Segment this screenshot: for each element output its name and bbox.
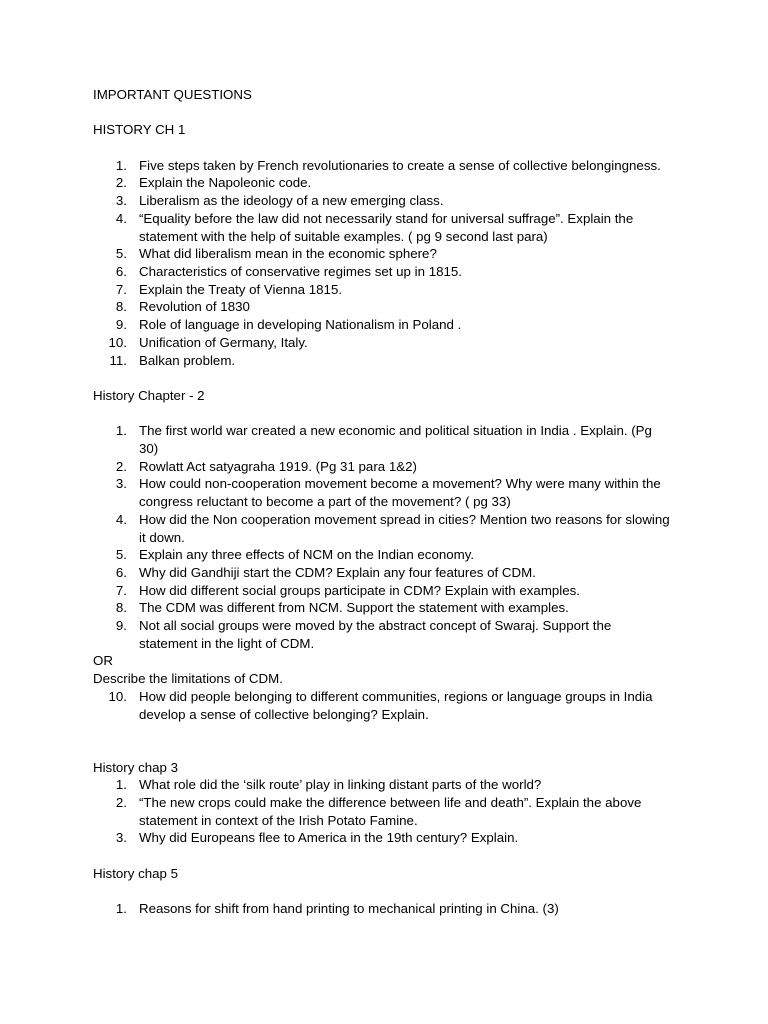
question-list-history-ch3: [93, 776, 673, 847]
question-text: The CDM was different from NCM. Support the statement with examples.: [139, 600, 569, 616]
question-item: [93, 564, 673, 582]
question-item: [93, 829, 673, 847]
section-title-history-ch2: History Chapter - 2: [93, 387, 205, 403]
question-number: 3.: [115, 193, 127, 209]
question-text: Role of language in developing Nationalism in Poland .: [139, 317, 462, 333]
spacer: [93, 369, 768, 387]
question-number: 5.: [115, 246, 127, 262]
question-item: [93, 546, 673, 564]
section-title-history-ch1: HISTORY CH 1: [93, 122, 186, 138]
question-number: 1.: [115, 901, 127, 917]
document-heading: IMPORTANT QUESTIONS: [93, 87, 252, 102]
question-number: 8.: [115, 299, 127, 315]
question-number: 6.: [115, 264, 127, 279]
question-number: 2.: [115, 795, 127, 811]
question-item: [93, 298, 673, 316]
question-item: [93, 263, 673, 281]
question-number: 1.: [115, 423, 127, 439]
question-item: [93, 511, 673, 546]
question-text: How did people belonging to different communities, regions or language groups in India develop a sense of collective belonging? Explain.: [139, 688, 653, 722]
question-number: 4.: [115, 210, 127, 226]
question-item: [93, 458, 673, 476]
question-list-history-ch1: [93, 157, 673, 369]
spacer: [93, 405, 768, 423]
spacer: [93, 104, 768, 122]
section-title-history-ch3: History chap 3: [93, 759, 178, 775]
question-text: Revolution of 1830: [139, 299, 250, 315]
question-text: Explain any three effects of NCM on the Indian economy.: [139, 547, 475, 563]
spacer: [93, 139, 768, 157]
spacer: [93, 723, 768, 758]
question-text: Not all social groups were moved by the abstract concept of Swaraj. Support the statement in the light of CDM.: [139, 618, 612, 651]
question-number: 1.: [115, 157, 127, 173]
question-item: [93, 210, 673, 245]
question-text: How could non-cooperation movement become a movement? Why were many within the congress reluctant to become a part of the movement? ( pg 33): [139, 476, 661, 510]
question-number: 10.: [108, 334, 127, 350]
question-number: 7.: [115, 582, 127, 598]
spacer: [93, 883, 768, 901]
question-item: [93, 599, 673, 617]
question-text: Five steps taken by French revolutionaries to create a sense of collective belongingness.: [139, 157, 661, 173]
question-number: 2.: [115, 175, 127, 191]
question-item: [93, 794, 673, 829]
question-number: 11.: [109, 352, 127, 368]
question-item: [93, 582, 673, 600]
question-item: [93, 174, 673, 192]
question-number: 9.: [115, 317, 127, 333]
question-item: [93, 688, 673, 723]
question-item: [93, 281, 673, 299]
question-text: The first world war created a new economic and political situation in India . Explain. (Pg 30): [139, 423, 652, 456]
question-number: 7.: [115, 281, 127, 297]
question-text: Explain the Treaty of Vienna 1815.: [139, 281, 343, 297]
question-item: [93, 245, 673, 263]
question-item: [93, 422, 673, 457]
question-item: [93, 352, 673, 370]
question-text: Explain the Napoleonic code.: [139, 175, 312, 191]
question-text: How did the Non cooperation movement spread in cities? Mention two reasons for slowing it down.: [139, 511, 670, 545]
question-item: [93, 475, 673, 510]
question-text: What did liberalism mean in the economic sphere?: [139, 246, 437, 262]
question-text: Balkan problem.: [139, 352, 236, 368]
question-number: 2.: [115, 458, 127, 474]
question-text: Why did Gandhiji start the CDM? Explain any four features of CDM.: [139, 564, 536, 580]
question-number: 10.: [108, 688, 127, 704]
or-label: OR: [93, 653, 113, 669]
question-number: 6.: [115, 564, 127, 580]
question-text: Why did Europeans flee to America in the 19th century? Explain.: [139, 830, 519, 846]
question-number: 9.: [115, 618, 127, 634]
question-number: 4.: [115, 511, 127, 527]
question-item: [93, 776, 673, 794]
question-number: 3.: [115, 476, 127, 492]
question-list-history-ch2: [93, 422, 673, 652]
question-text: Reasons for shift from hand printing to mechanical printing in China. (3): [139, 901, 559, 917]
question-text: How did different social groups participate in CDM? Explain with examples.: [139, 582, 580, 598]
question-item: [93, 192, 673, 210]
or-alternative-question: Describe the limitations of CDM.: [93, 671, 283, 687]
question-number: 8.: [115, 600, 127, 616]
question-number: 3.: [115, 830, 127, 846]
question-item: [93, 157, 673, 175]
question-item: [93, 617, 673, 652]
question-text: Unification of Germany, Italy.: [139, 334, 308, 350]
question-item: [93, 900, 673, 918]
question-text: Rowlatt Act satyagraha 1919. (Pg 31 para 1&2): [139, 458, 417, 474]
question-text: Liberalism as the ideology of a new emerging class.: [139, 193, 444, 209]
question-item: [93, 316, 673, 334]
question-number: 1.: [115, 777, 127, 793]
question-number: 5.: [115, 547, 127, 563]
question-text: “The new crops could make the difference between life and death”. Explain the above statement in context of the Irish Potato Famine.: [139, 795, 642, 828]
question-list-history-ch2-continued: [93, 688, 673, 723]
question-text: Characteristics of conservative regimes set up in 1815.: [139, 264, 462, 279]
question-item: [93, 334, 673, 352]
spacer: [93, 847, 768, 865]
section-title-history-ch5: History chap 5: [93, 865, 178, 881]
question-list-history-ch5: [93, 900, 673, 918]
question-text: What role did the ‘silk route’ play in linking distant parts of the world?: [139, 777, 542, 793]
question-text: “Equality before the law did not necessarily stand for universal suffrage”. Explain the statement with the help of suitable examples. ( pg 9 second last para): [139, 210, 634, 244]
